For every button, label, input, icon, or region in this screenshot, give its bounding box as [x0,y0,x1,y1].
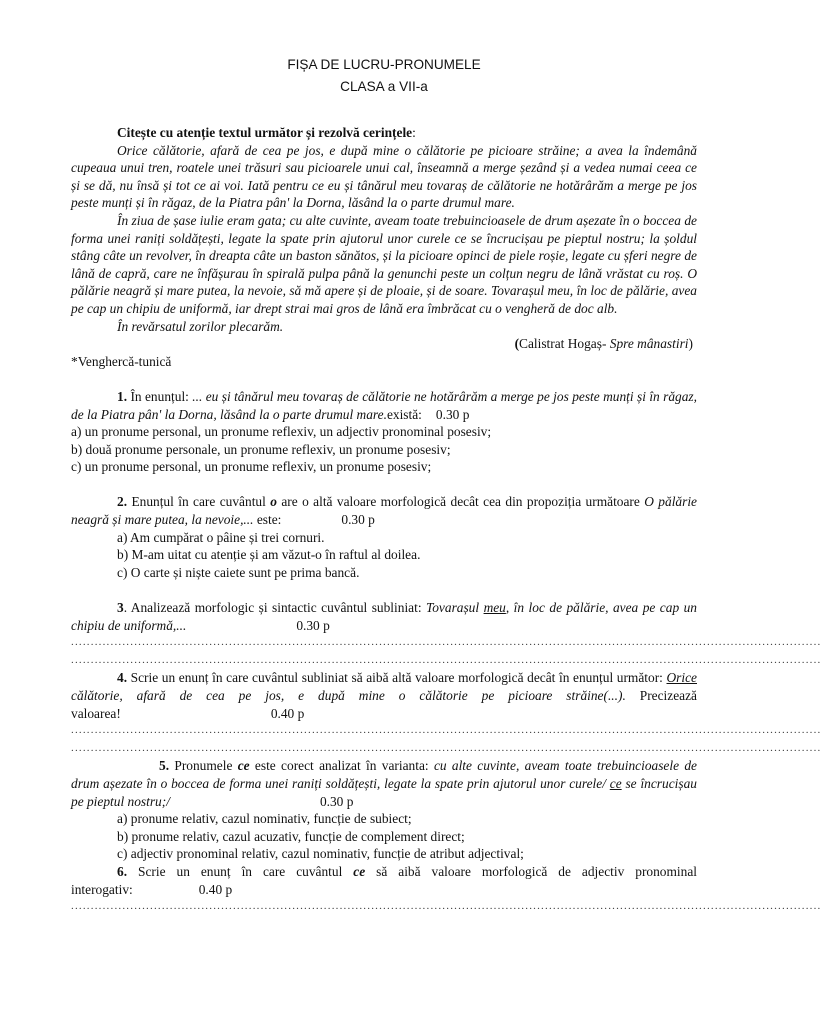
question-2: 2. Enunțul în care cuvântul o are o altă valoare morfologică decât cea din propoziția următoare O pălărie neagră și mare putea, la nevoie,... este: 0.30 p [71,494,697,528]
q4-points: 0.40 p [270,705,305,721]
q6-answer-line-1[interactable]: .............................................................................................................................................................................................. [71,900,822,913]
text-paragraph-1: Orice călătorie, afară de cea pe jos, e după mine o călătorie pe picioare străine; a avea la îndemână cupeaua unui tren, roatele unei trăsuri sau picioarele unui cal, înseamnă a merge șezând și a vedea numai ceea ce și se dă, nu însă și tot ce ai voi. Iată pentru ce eu și tânărul meu tovaraș de călătorie ne hotărârăm a merge pe jos peste munți și în răgaz, de la Piatra pân' la Dorna, lăsând la o parte drumul mare. [71,142,697,211]
text-paragraph-2: În ziua de șase iulie eram gata; cu alte cuvinte, aveam toate trebuincioasele de drum așezate în o boccea de forma unei raniți soldățești, legate la spate prin ajutorul unor curele ce se încrucișau pe pieptul nostru; la șoldul stâng câte un revolver, în dreapta câte un baston sănătos, și la picioare opinci de piele roșie, legate cu șferi negre de lână de capră, care ne înfășurau în spirală pulpa până la genunchi peste un colțun negru de lână vrăstat cu roș. O pălărie neagră și mare putea, la nevoie, să mă apere și de ploaie, și de soare. Tovarașul meu, în loc de pălărie, avea pe cap un chipiu de uniformă, iar drept strai mai gros de lână era îmbrăcat cu o vengheră de doc alb. [71,212,697,316]
q1-option-b: b) două pronume personale, un pronume reflexiv, un pronume posesiv; [71,441,451,457]
question-5: 5. Pronumele ce este corect analizat în varianta: cu alte cuvinte, aveam toate trebuincioasele de drum așezate în o boccea de forma unei raniți soldățești, legate la spate prin ajutorul unor curele/ ce se încrucișau pe pieptul nostru;/ 0.30 p [71,758,698,809]
q4-answer-line-1[interactable]: .............................................................................................................................................................................................. [71,724,822,737]
q6-points: 0.40 p [198,881,233,897]
q3-points: 0.30 p [296,617,330,633]
q5-option-c: c) adjectiv pronominal relativ, cazul nominativ, funcție de atribut adjectival; [117,846,524,862]
q5-option-a: a) pronume relativ, cazul nominativ, funcție de subiect; [117,811,412,827]
q1-option-c: c) un pronume personal, un pronume reflexiv, un pronume posesiv; [71,459,432,475]
q2-points: 0.30 p [341,512,375,528]
question-3: 3. Analizează morfologic și sintactic cuvântul subliniat: Tovarașul meu, în loc de pălărie, avea pe cap un chipiu de uniformă,... 0.30 p [71,600,697,633]
worksheet-content [71,124,822,916]
q5-points: 0.30 p [319,793,354,809]
text-source: (Calistrat Hogaș- Spre mânastiri) [514,336,693,352]
q5-option-b: b) pronume relativ, cazul acuzativ, funcție de complement direct; [117,828,465,844]
text-paragraph-3: În revărsatul zorilor plecarăm. [117,318,284,334]
q4-answer-line-2[interactable]: .............................................................................................................................................................................................. [71,741,822,754]
q1-option-a: a) un pronume personal, un pronume reflexiv, un adjectiv pronominal posesiv; [71,424,492,440]
q3-answer-line-2[interactable]: .............................................................................................................................................................................................. [71,653,822,666]
page-title: FIȘA DE LUCRU-PRONUMELE [287,57,481,72]
q2-option-b: b) M-am uitat cu atenție și am văzut-o în raftul al doilea. [117,547,421,563]
q3-answer-line-1[interactable]: .............................................................................................................................................................................................. [71,636,822,649]
gloss-note: *Vengherсă-tunică [71,353,172,369]
question-1: 1. În enunțul: ... eu și tânărul meu tovaraș de călătorie ne hotărârăm a merge pe jos peste munți și în răgaz, de la Piatra pân' la Dorna, lăsând la o parte drumul mare.există: 0.30 p [71,388,697,422]
q2-option-c: c) O carte și niște caiete sunt pe prima bancă. [117,564,360,580]
question-4: 4. Scrie un enunț în care cuvântul subliniat să aibă altă valoare morfologică decât în enunțul următor: Orice călătorie, afară de cea pe jos, e după mine o călătorie pe picioare străine(...). Precizează valoarea! 0.40 p [71,670,697,721]
q1-points: 0.30 p [435,406,470,422]
page-subtitle: CLASA a VII-a [340,79,428,94]
question-6: 6. Scrie un enunț în care cuvântul ce să aibă valoare morfologică de adjectiv pronominal interogativ: 0.40 p [71,863,697,897]
instruction: Citește cu atenție textul următor și rezolvă cerințele: [117,125,416,140]
q2-option-a: a) Am cumpărat o pâine și trei cornuri. [117,529,325,545]
